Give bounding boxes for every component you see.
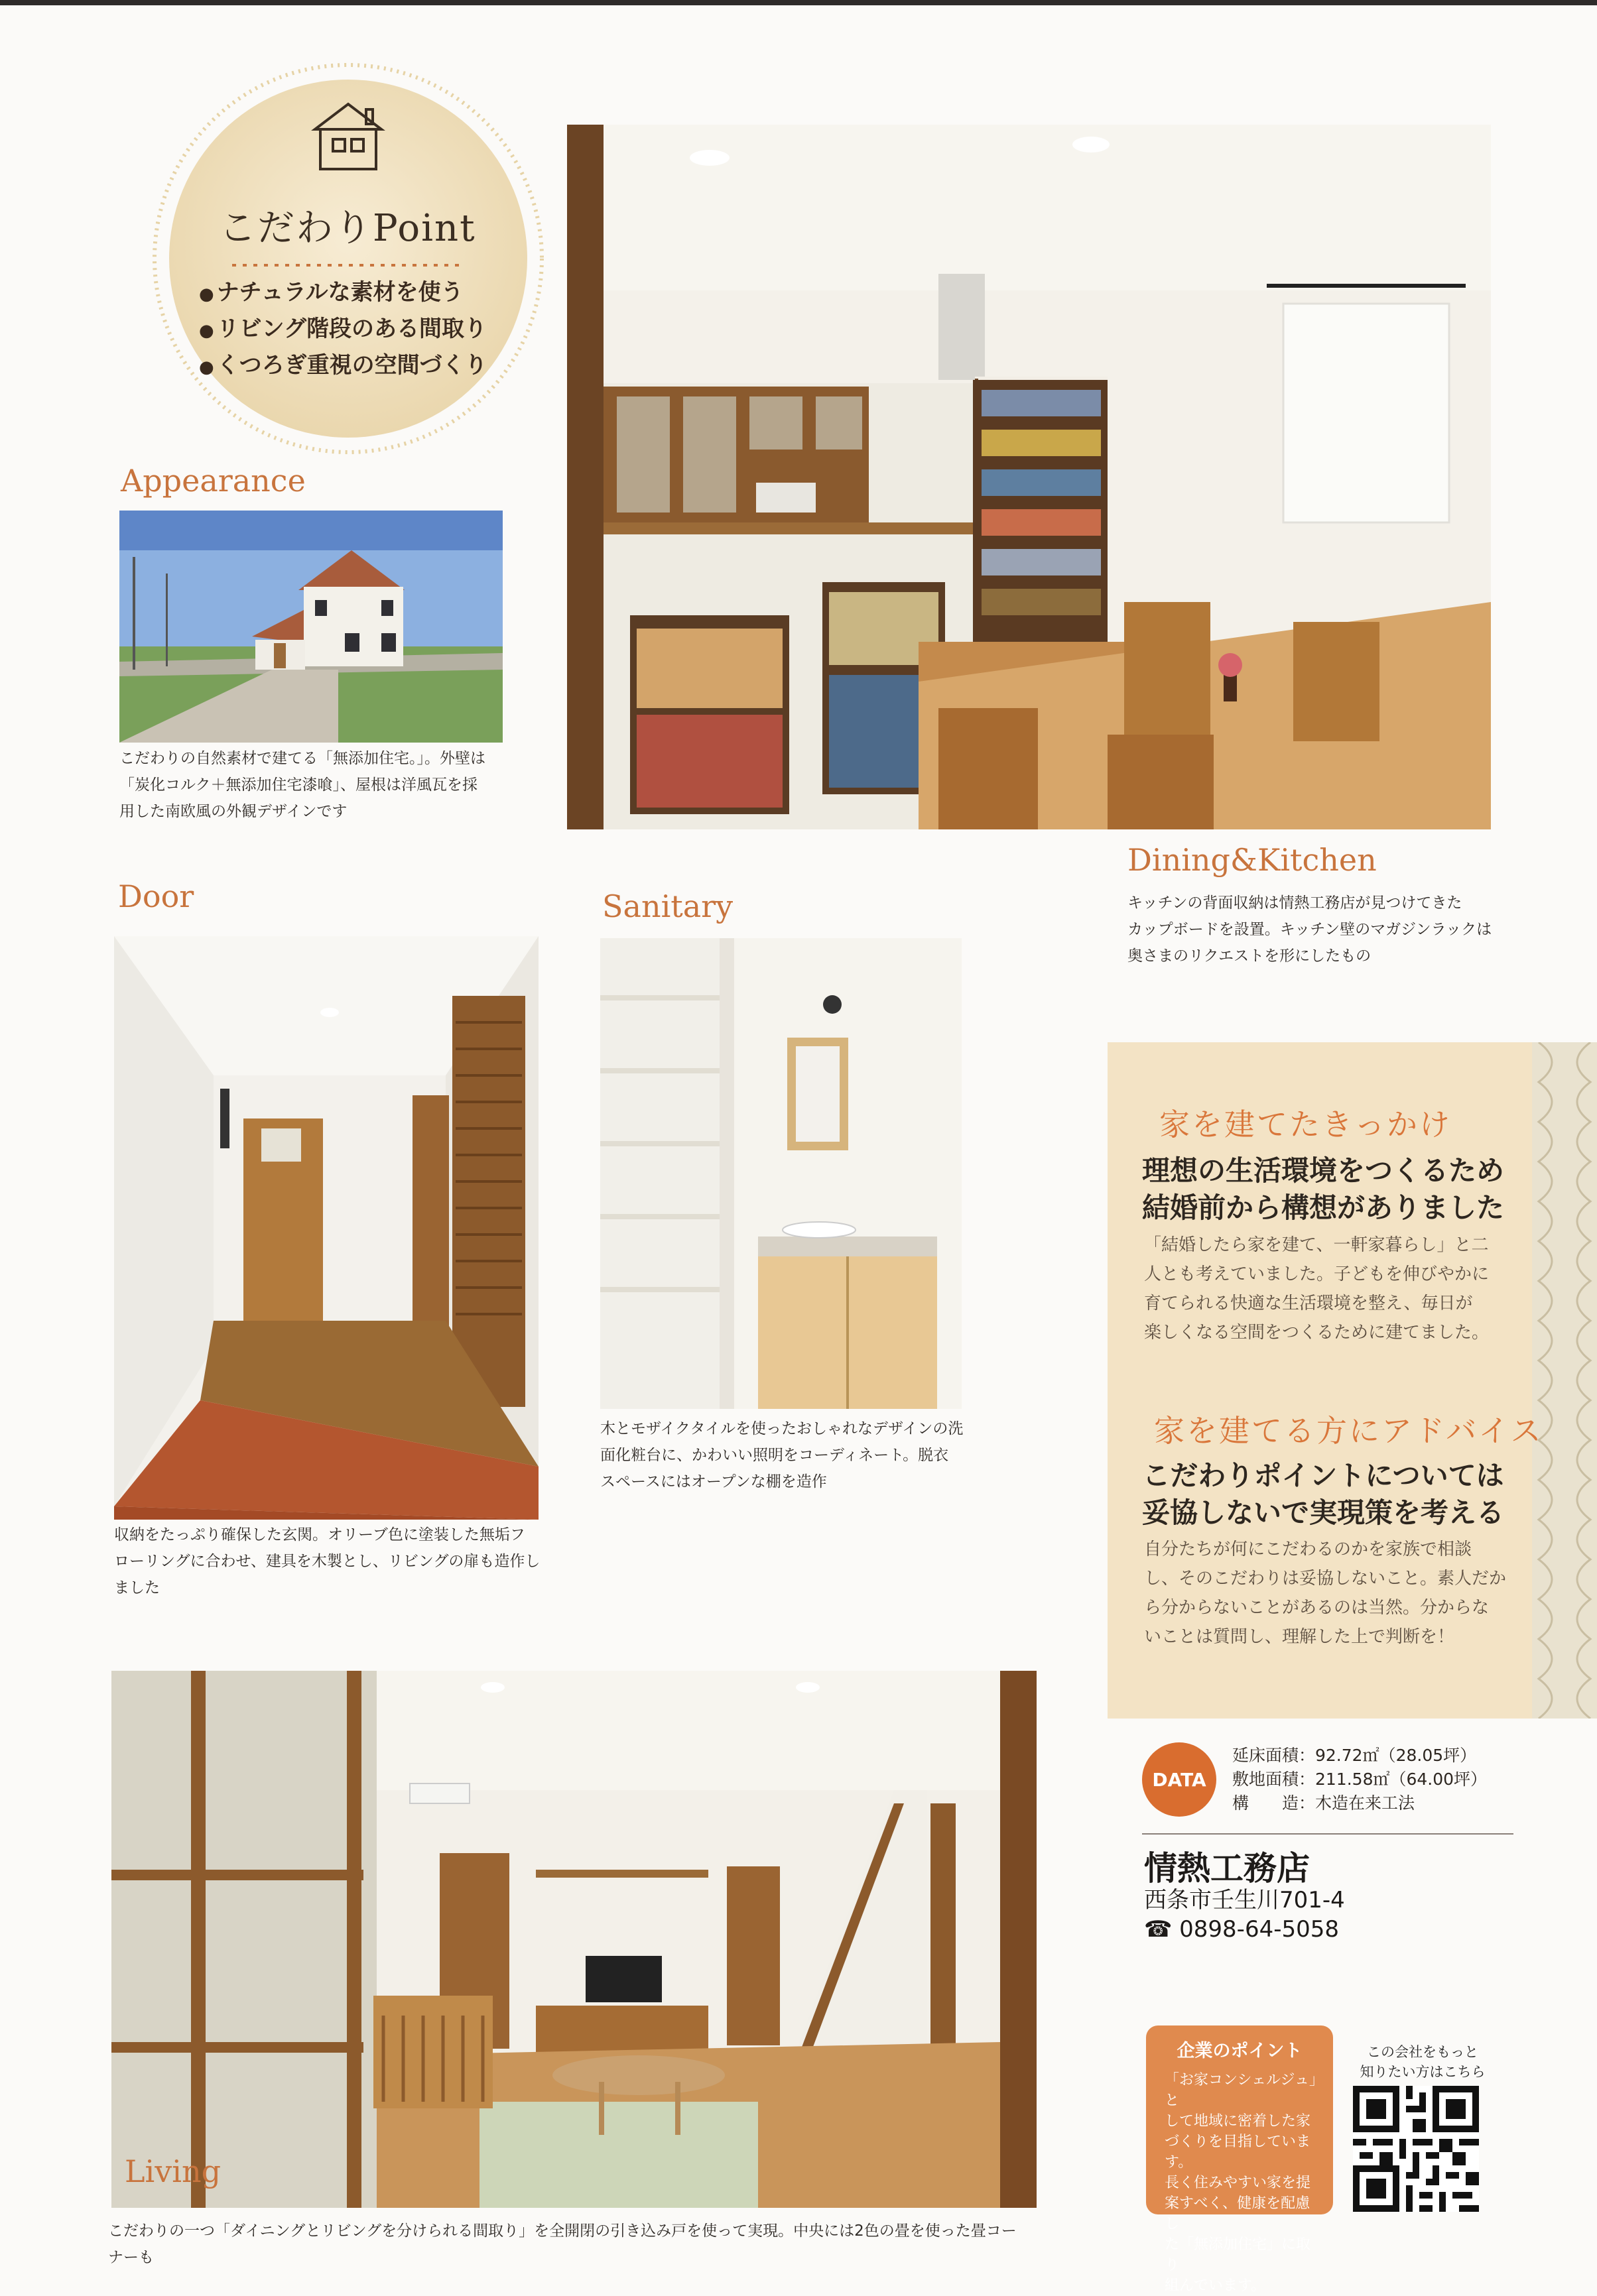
data-badge: DATA — [1142, 1742, 1216, 1817]
data-specs: 延床面積：92.72㎡（28.05坪） 敷地面積：211.58㎡（64.00坪） 構 造：木造在来工法 — [1232, 1746, 1488, 1813]
company-phone: ☎ 0898-64-5058 — [1144, 1916, 1340, 1943]
appearance-caption: こだわりの自然素材で建てる「無添加住宅。」。外壁は 「炭化コルク＋無添加住宅漆喰」、屋根は洋風瓦を採 用した南欧風の外観デザインです — [119, 750, 485, 820]
qr-code[interactable] — [1353, 2086, 1479, 2212]
door-caption: 収納をたっぷり確保した玄関。オリーブ色に塗装した無垢フ ローリングに合わせ、建具を木製とし、リビングの扉も造作し ました — [114, 1526, 541, 1597]
divider — [1142, 1833, 1513, 1835]
company-name: 情熱工務店 — [1144, 1849, 1310, 1888]
door-photo — [114, 936, 539, 1520]
living-caption: こだわりの一つ「ダイニングとリビングを分けられる間取り」を全開閉の引き込み戸を使って実現。中央には2色の畳を使った畳コー ナーも — [108, 2222, 1017, 2266]
sanitary-heading: Sanitary — [602, 888, 734, 924]
point-badge-graphic — [153, 63, 544, 454]
point-list — [199, 275, 511, 385]
point-item: ● くつろぎ重視の空間づくり — [199, 348, 511, 385]
living-photo — [111, 1671, 1037, 2208]
sanitary-caption: 木とモザイクタイルを使ったおしゃれなデザインの洗 面化粧台に、かわいい照明をコーディネート。脱衣 スペースにはオープンな棚を造作 — [600, 1420, 964, 1490]
point-item: ● ナチュラルな素材を使う — [199, 275, 511, 312]
company-point-title: 企業のポイント — [1177, 2041, 1303, 2061]
panel-section2-heading: 家を建てる方にアドバイス — [1154, 1413, 1543, 1449]
company-point-body: 「お家コンシェルジュ」と して地域に密着した家 づくりを目指しています。 長く住みやすい家を提 案すべく、健康を配慮し た「無添加住宅」に取り 組んでいます。 — [1165, 2072, 1317, 2294]
panel-section1-body: 「結婚したら家を建て、一軒家暮らし」と二 人とも考えていました。子どもを伸びやかに 育てられる快適な生活環境を整え、毎日が 楽しくなる空間をつくるために建てました。 — [1144, 1235, 1490, 1343]
appearance-heading: Appearance — [121, 463, 306, 499]
appearance-photo — [119, 511, 503, 743]
company-contact — [1144, 1886, 1345, 1944]
qr-label: この会社をもっと 知りたい方はこちら — [1360, 2044, 1486, 2080]
panel-section2-subheading: こだわりポイントについては 妥協しないで実現策を考える — [1141, 1459, 1504, 1529]
sanitary-photo — [600, 938, 962, 1409]
dining-kitchen-heading: Dining&Kitchen — [1127, 842, 1377, 878]
company-address: 西条市壬生川701-4 — [1144, 1887, 1345, 1913]
panel-section1-heading: 家を建てたきっかけ — [1159, 1107, 1452, 1142]
top-rule — [0, 0, 1597, 5]
point-title: こだわりPoint — [219, 207, 476, 250]
living-heading: Living — [125, 2153, 222, 2189]
panel-section2-body: 自分たちが何にこだわるのかを家族で相談 し、そのこだわりは妥協しないこと。素人だか ら分からないことがあるのは当然。分からな いことは質問し、理解した上で判断を！ — [1144, 1540, 1507, 1647]
lace-border — [1532, 1042, 1597, 1719]
panel-section1-subheading: 理想の生活環境をつくるため 結婚前から構想がありました — [1141, 1154, 1504, 1224]
dining-kitchen-photo — [567, 125, 1491, 829]
company-point-box — [1146, 2025, 1333, 2294]
point-item: ● リビング階段のある間取り — [199, 312, 511, 348]
door-heading: Door — [118, 878, 194, 914]
dining-kitchen-caption: キッチンの背面収納は情熱工務店が見つけてきた カップボードを設置。キッチン壁のマガジンラックは 奥さまのリクエストを形にしたもの — [1127, 894, 1492, 965]
